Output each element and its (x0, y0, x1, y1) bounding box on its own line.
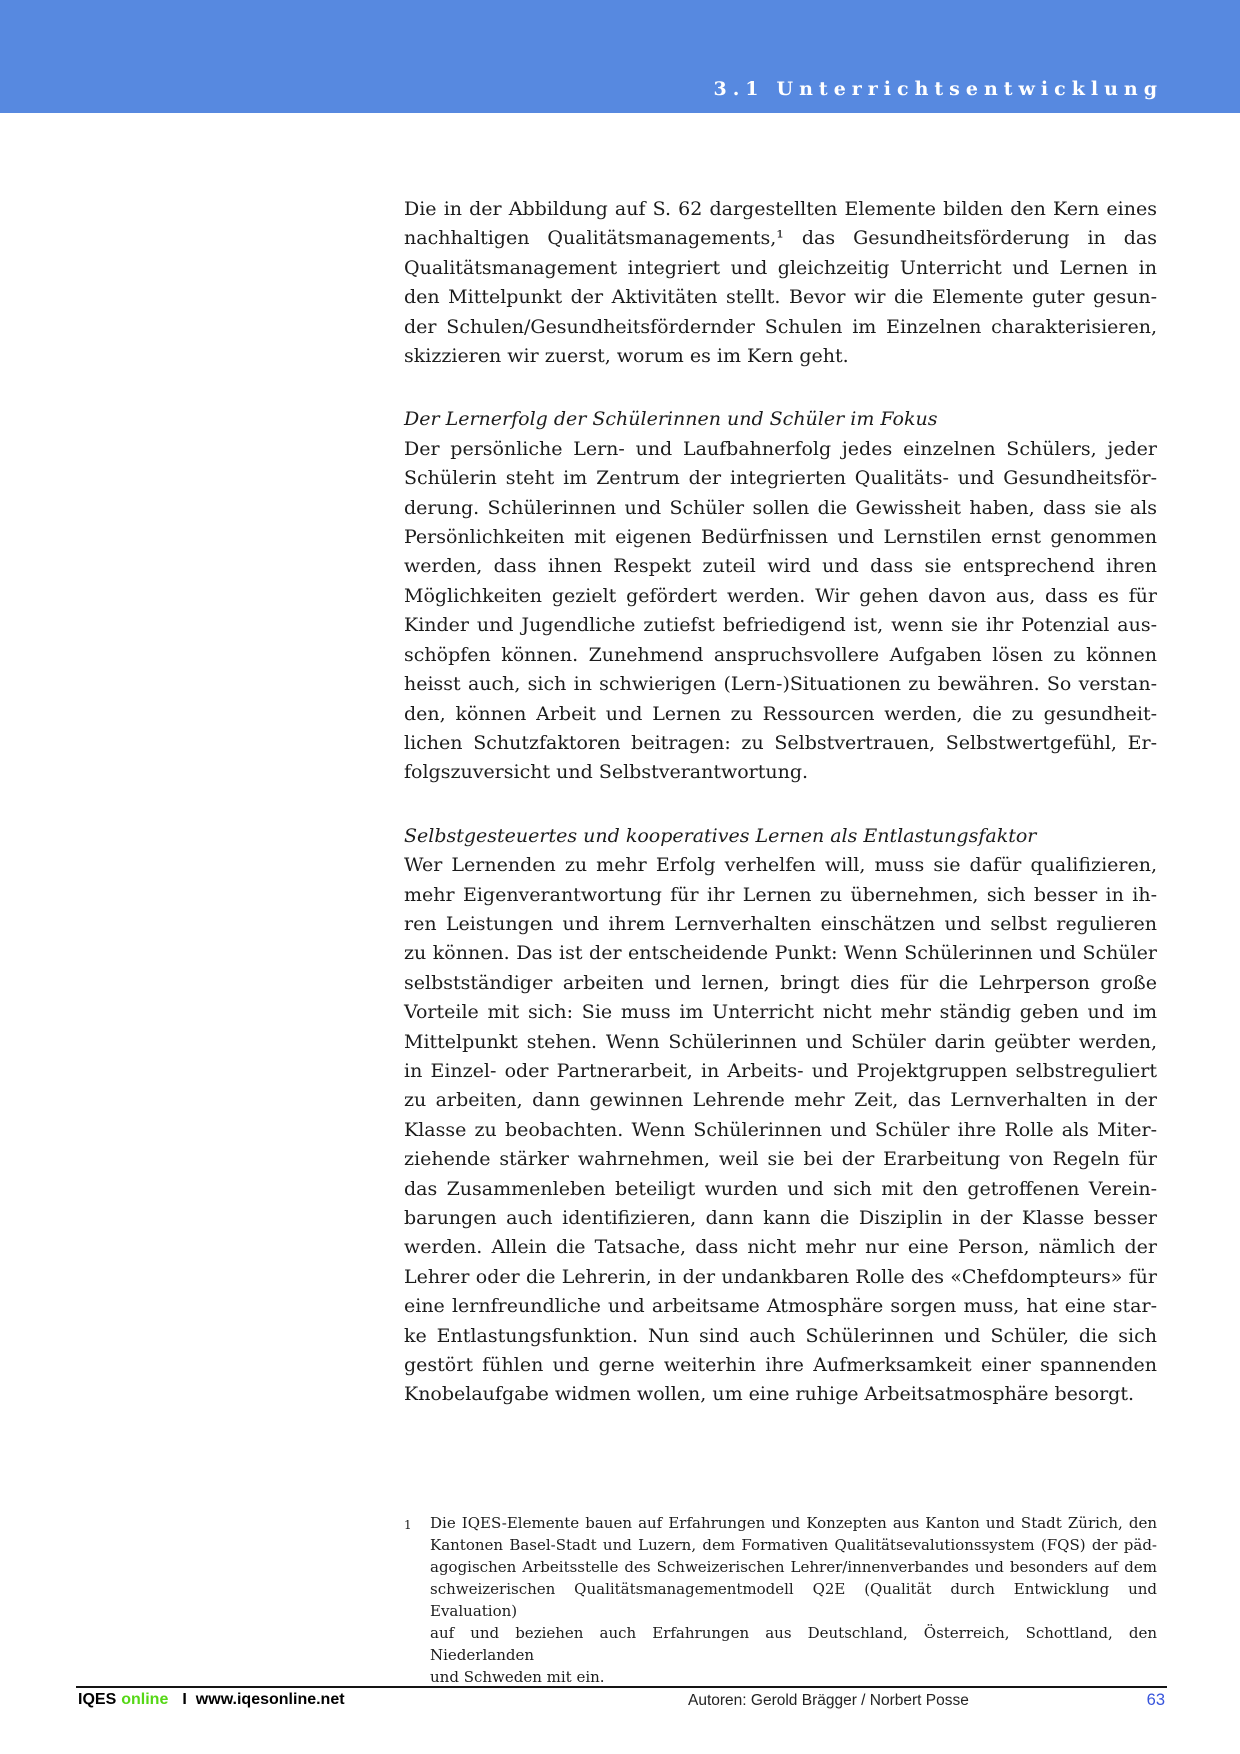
paragraph (404, 851, 1157, 1410)
text-line: den Mittelpunkt der Aktivitäten stellt. Bevor wir die Elemente guter gesun- (404, 286, 1157, 309)
text-line: selbstständiger arbeiten und lernen, bringt dies für die Lehrperson große (404, 971, 1157, 994)
text-line: gestört fühlen und gerne weiterhin ihre Aufmerksamkeit einer spannenden (404, 1354, 1157, 1377)
text-line: Kantonen Basel-Stadt und Luzern, dem Formativen Qualitätsevalutionssystem (FQS) der päd- (430, 1536, 1157, 1554)
chapter-number: 3.1 (713, 78, 765, 100)
text-line: lichen Schutzfaktoren beitragen: zu Selbstvertrauen, Selbstwertgefühl, Er- (404, 731, 1157, 754)
section-heading: Der Lernerfolg der Schülerinnen und Schüler im Fokus (404, 408, 938, 431)
brand-iqes: IQES (78, 1691, 117, 1708)
text-line: mehr Eigenverantwortung für ihr Lernen zu übernehmen, sich besser in ih- (404, 883, 1157, 906)
text-line: ke Entlastungsfunktion. Nun sind auch Schülerinnen und Schüler, die sich (404, 1324, 1157, 1347)
footnote (404, 1512, 1157, 1688)
text-line: den, können Arbeit und Lernen zu Ressourcen werden, die zu gesundheit- (404, 702, 1157, 725)
chapter-title: Unterrichtsentwicklung (776, 78, 1163, 100)
text-line: in Einzel- oder Partnerarbeit, in Arbeits- und Projektgruppen selbstreguliert (404, 1059, 1157, 1082)
brand-separator-icon: I (182, 1691, 187, 1708)
page-footer (0, 1691, 1240, 1721)
text-line: eine lernfreundliche und arbeitsame Atmosphäre sorgen muss, hat eine star- (404, 1295, 1157, 1318)
text-line: zu arbeiten, dann gewinnen Lehrende mehr Zeit, das Lernverhalten in der (404, 1089, 1157, 1112)
footer-brand (78, 1691, 345, 1709)
text-line: nachhaltigen Qualitätsmanagements,¹ das Gesundheitsförderung in das (404, 227, 1157, 250)
text-line: Mittelpunkt stehen. Wenn Schülerinnen und Schüler darin geübter werden, (404, 1030, 1157, 1053)
text-line: werden. Allein die Tatsache, dass nicht mehr nur eine Person, nämlich der (404, 1236, 1157, 1259)
paragraph (404, 195, 1157, 371)
text-line: und Schweden mit ein. (430, 1668, 605, 1686)
text-line: folgszuversicht und Selbstverantwortung. (404, 761, 809, 784)
text-line: skizzieren wir zuerst, worum es im Kern geht. (404, 345, 849, 368)
text-line: Der persönliche Lern- und Laufbahnerfolg jedes einzelnen Schülers, jeder (404, 437, 1157, 460)
text-line: werden, dass ihnen Respekt zuteil wird und dass sie entsprechend ihren (404, 555, 1157, 578)
page-number: 63 (1146, 1691, 1165, 1709)
chapter-header-bar (0, 0, 1240, 113)
footer-rule (76, 1686, 1167, 1688)
brand-online: online (121, 1691, 169, 1708)
footer-authors: Autoren: Gerold Brägger / Norbert Posse (688, 1692, 969, 1709)
text-line: zu können. Das ist der entscheidende Punkt: Wenn Schülerinnen und Schüler (404, 942, 1157, 965)
text-line: agogischen Arbeitsstelle des Schweizerischen Lehrer/innenverbandes und besonders auf dem (430, 1558, 1157, 1576)
text-line: Schülerin steht im Zentrum der integrierten Qualitäts- und Gesundheitsför- (404, 467, 1157, 490)
text-line: der Schulen/Gesundheitsfördernder Schulen im Einzelnen charakterisieren, (404, 315, 1157, 338)
text-line: Qualitätsmanagement integriert und gleichzeitig Unterricht und Lernen in (404, 256, 1157, 279)
text-line: schweizerischen Qualitätsmanagementmodell Q2E (Qualität durch Entwicklung und Evaluation) (430, 1580, 1157, 1620)
text-line: Vorteile mit sich: Sie muss im Unterricht nicht mehr ständig geben und im (404, 1001, 1157, 1024)
paragraph (404, 435, 1157, 788)
text-line: derung. Schülerinnen und Schüler sollen die Gewissheit haben, dass sie als (404, 496, 1157, 519)
text-line: Persönlichkeiten mit eigenen Bedürfnissen und Lernstilen ernst genommen (404, 526, 1157, 549)
text-line: Klasse zu beobachten. Wenn Schülerinnen und Schüler ihre Rolle als Miter- (404, 1118, 1157, 1141)
brand-url: www.iqesonline.net (195, 1691, 345, 1708)
text-line: Die in der Abbildung auf S. 62 dargestellten Elemente bilden den Kern eines (404, 198, 1157, 220)
text-line: Knobelaufgabe widmen wollen, um eine ruhige Arbeitsatmosphäre besorgt. (404, 1383, 1135, 1406)
body-text-column (404, 195, 1157, 1410)
text-line: heisst auch, sich in schwierigen (Lern-)Situationen zu bewähren. So verstan- (404, 673, 1157, 696)
text-line: Möglichkeiten gezielt gefördert werden. Wir gehen davon aus, dass es für (404, 584, 1157, 607)
text-line: ren Leistungen und ihrem Lernverhalten einschätzen und selbst regulieren (404, 912, 1157, 935)
footnote-text (430, 1512, 1157, 1688)
text-line: schöpfen können. Zunehmend anspruchsvollere Aufgaben lösen zu können (404, 643, 1157, 666)
text-line: Die IQES-Elemente bauen auf Erfahrungen und Konzepten aus Kanton und Stadt Zürich, den (430, 1514, 1157, 1532)
text-line: das Zusammenleben beteiligt wurden und sich mit den getroffenen Verein- (404, 1177, 1157, 1200)
section-heading: Selbstgesteuertes und kooperatives Lernen als Entlastungsfaktor (404, 824, 1037, 847)
text-line: Wer Lernenden zu mehr Erfolg verhelfen will, muss sie dafür qualifizieren, (404, 854, 1157, 877)
footnote-marker: 1 (404, 1518, 412, 1532)
text-line: Lehrer oder die Lehrerin, in der undankbaren Rolle des «Chefdompteurs» für (404, 1265, 1157, 1288)
text-line: Kinder und Jugendliche zutiefst befriedigend ist, wenn sie ihr Potenzial aus- (404, 614, 1157, 637)
text-line: barungen auch identifizieren, dann kann die Disziplin in der Klasse besser (404, 1207, 1157, 1229)
text-line: ziehende stärker wahrnehmen, weil sie bei der Erarbeitung von Regeln für (404, 1148, 1157, 1171)
text-line: auf und beziehen auch Erfahrungen aus Deutschland, Österreich, Schottland, den Niederlanden (430, 1624, 1157, 1664)
